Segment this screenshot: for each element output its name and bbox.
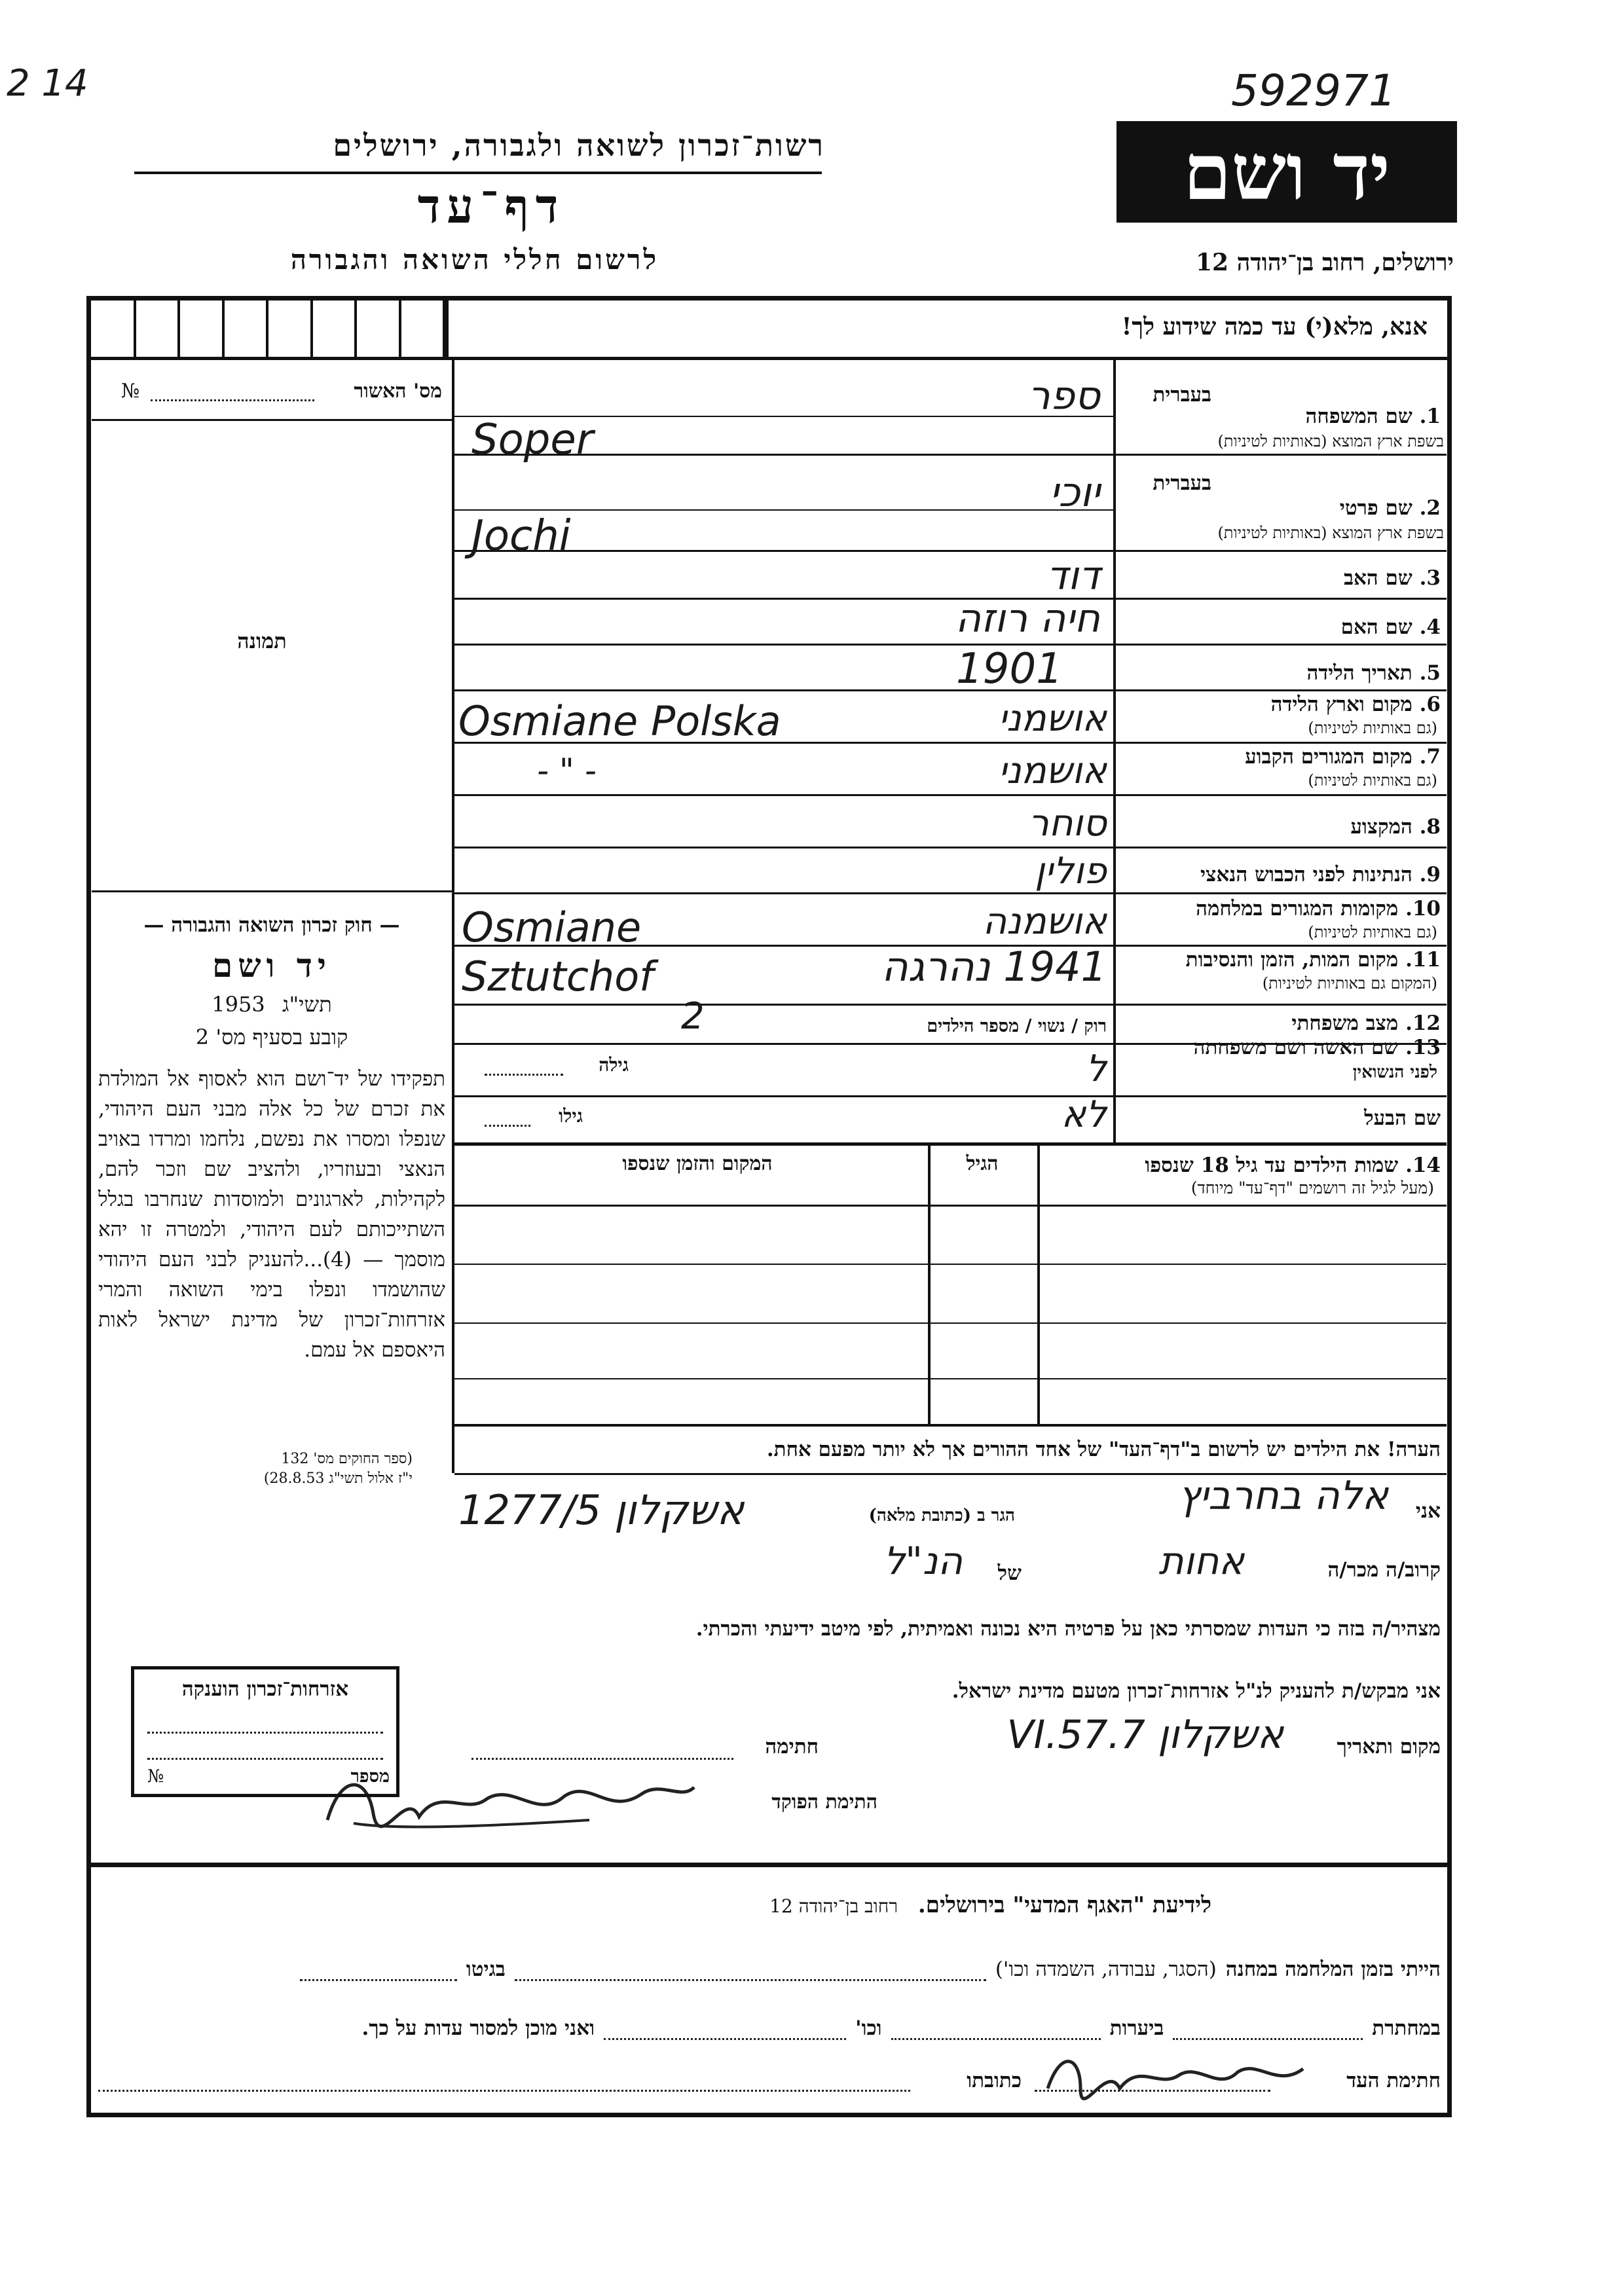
footer-underground-dots xyxy=(1173,2038,1363,2040)
field-8-label-text: המקצוע xyxy=(1350,815,1412,839)
field-11-label-text: מקום המות, הזמן והנסיבות xyxy=(1185,948,1399,972)
approval-area xyxy=(92,380,449,412)
field-6-value-latin: Osmiane Polska xyxy=(458,697,781,745)
citizenship-no: № xyxy=(147,1766,164,1787)
field-12-label xyxy=(1120,1011,1441,1035)
field-11-label xyxy=(1120,948,1441,972)
law-clause: קובע בסעיף מס' 2 xyxy=(195,1025,348,1049)
footer-forests-dots xyxy=(891,2038,1101,2040)
field-8-label xyxy=(1120,815,1441,839)
yad-vashem-logo xyxy=(1116,121,1457,223)
children-col-age: הגיל xyxy=(966,1152,999,1175)
archive-number: 592971 xyxy=(1231,65,1396,116)
declaration-request: אני מבקש/ת להעניק לנ"ל אזרחות־זכרון מטעם מדינת ישראל. xyxy=(951,1679,1441,1703)
field-2-label-text: שם פרטי xyxy=(1339,496,1412,520)
code-boxes xyxy=(92,300,445,357)
field-1-value-he: ספר xyxy=(1027,373,1100,419)
field-5-value: 1901 xyxy=(956,645,1063,693)
footer-underground-label: במחתרת xyxy=(1372,2016,1441,2040)
field-7-value-latin: - " - xyxy=(537,752,597,790)
field-4-value: חיה רוזה xyxy=(955,596,1100,642)
footer-divider xyxy=(86,1863,1452,1867)
approval-label: מס' האשור xyxy=(354,380,442,403)
citizenship-number-label: מספר xyxy=(350,1766,390,1787)
field-2-value-he: יוכי xyxy=(1049,468,1100,516)
photo-label: תמונה xyxy=(237,629,287,653)
footer-witness-sig-label: חתימת העד xyxy=(1346,2069,1441,2092)
declaration-place-date-value: אשקלון 7.VI.57 xyxy=(1006,1712,1283,1758)
address: ירושלים, רחוב בן־יהודה 12 xyxy=(1195,249,1454,276)
declaration-i-value: אלה בחרביץ xyxy=(1178,1473,1388,1519)
field-4-num: 4. xyxy=(1419,615,1441,639)
footer-forests-label: ביערות xyxy=(1109,2016,1164,2040)
law-year-he: תשי"ג xyxy=(282,992,332,1017)
field-11-num: 11. xyxy=(1405,948,1441,972)
witness-signature xyxy=(1041,2043,1316,2108)
field-10-label xyxy=(1120,897,1441,920)
children-title xyxy=(1041,1154,1441,1177)
footer-line-1 xyxy=(92,1958,1441,1981)
husband-age-dots xyxy=(485,1125,530,1127)
field-10-label-text: מקומות המגורים במלחמה xyxy=(1196,897,1399,920)
field-6-sub: (גם באותיות לטיניות) xyxy=(1308,719,1437,737)
declaration-place-date-label: מקום ותאריך xyxy=(1337,1735,1441,1758)
field-3-label-text: שם האב xyxy=(1344,566,1412,590)
declaration-of-label: של xyxy=(997,1561,1022,1585)
field-2-lang: בעברית xyxy=(1153,471,1211,495)
field-12-value: 2 xyxy=(681,995,705,1038)
footer-line-2 xyxy=(92,2016,1441,2040)
field-12-label-text: מצב משפחתי xyxy=(1291,1011,1399,1035)
children-num: 14. xyxy=(1405,1154,1441,1177)
footer-witness-addr-dots xyxy=(98,2090,910,2092)
footer-camp-types: (הסגר, עבודה, השמדה וכו') xyxy=(995,1958,1217,1981)
declaration-statement: מצהיר/ה בזה כי העדות שמסרתי כאן על פרטיה היא נכונה ואמיתית, לפי מיטב ידיעתי והכרתי. xyxy=(695,1617,1441,1641)
declaration-officer-label: התימת הפוקד xyxy=(771,1791,877,1813)
declaration-relation-value: אחות xyxy=(1158,1539,1244,1583)
field-2-sub: בשפת ארץ המוצא (באותיות לטיניות) xyxy=(1217,524,1444,542)
field-10-sub: (גם באותיות לטיניות) xyxy=(1308,923,1437,941)
footer-testify-label: ואני מוכן למסור עדות על כך. xyxy=(361,2016,595,2040)
field-9-value: פולין xyxy=(1035,850,1107,892)
declaration-address-label: הגר ב (כתובת מלאה) xyxy=(868,1506,1015,1525)
law-source-1: (ספר החוקים מס' 132 xyxy=(281,1451,413,1467)
husband-label: שם הבעל xyxy=(1364,1106,1441,1130)
top-vertical-divider xyxy=(445,296,449,358)
field-6-num: 6. xyxy=(1419,693,1441,716)
field-5-label-text: תאריך הלידה xyxy=(1306,661,1412,685)
law-year: 1953 xyxy=(212,992,265,1017)
declaration-i-label: אני xyxy=(1415,1499,1441,1523)
approval-no-label: № xyxy=(121,380,140,403)
field-9-num: 9. xyxy=(1419,863,1441,886)
field-6-label xyxy=(1120,693,1441,716)
field-9-label-text: הנתינות לפני הכבוש הנאצי xyxy=(1200,863,1412,886)
husband-value: לא xyxy=(1061,1093,1107,1136)
field-6-value-he: אושמני xyxy=(998,697,1107,740)
field-3-num: 3. xyxy=(1419,566,1441,590)
field-11-value-he: 1941 נהרגה xyxy=(881,943,1107,991)
field-8-value: סוחר xyxy=(1028,802,1107,845)
field-10-value-he: אושמנה xyxy=(982,900,1107,943)
field-5-num: 5. xyxy=(1419,661,1441,685)
field-1-label xyxy=(1120,405,1441,428)
citizenship-dots-1 xyxy=(147,1732,383,1734)
declaration-relation-label: קרוב/ה מכר/ה xyxy=(1327,1558,1441,1582)
field-4-label xyxy=(1120,615,1441,639)
declaration-signature-dots xyxy=(471,1758,733,1760)
law-title: — חוק זכרון השואה והגבורה — xyxy=(143,913,400,937)
field-12-num: 12. xyxy=(1405,1011,1441,1035)
field-13-label-text: שם האשה ושם משפחתה xyxy=(1193,1036,1399,1059)
citizenship-box xyxy=(131,1666,399,1797)
corner-mark: 2 14 xyxy=(7,62,88,105)
husband-age-label: גילו xyxy=(559,1105,583,1127)
children-note: (מעל לגיל זה רושמים "דף־עד" מיוחד) xyxy=(1190,1178,1434,1197)
form-subtitle: לרשום חללי השואה והגבורה xyxy=(290,244,659,276)
field-1-lang: בעברית xyxy=(1153,383,1211,407)
footer-title-row xyxy=(458,1892,1211,1918)
children-col-place: המקום והזמן שנספו xyxy=(622,1152,773,1175)
field-7-num: 7. xyxy=(1419,745,1441,769)
field-13-num: 13. xyxy=(1405,1036,1441,1059)
law-text: תפקידו של יד־ושם הוא לאסוף אל המולדת את זכרם של כל אלה מבני העם היהודי, שנפלו ומסרו את נפשם, נלחמו ומרדו באויב הנאצי ובעוזריו, ולהציב שם וזכר להם, לקהילות, לארגונים ולמוסדות שנחרבו בגלל השתייכותם לעם היהודי, ולמטרה זו יהא מוסמך — (4)...להעניק לבני העם היהודי שהושמדו ונפלו בימי השואה והמרי אזרחות־זכרון של מדינת ישראל לאות היאספם אל עמם. xyxy=(98,1067,445,1362)
footer-etc-dots xyxy=(604,2038,846,2040)
children-title-text: שמות הילדים עד גיל 18 שנספו xyxy=(1145,1154,1399,1177)
field-3-label xyxy=(1120,566,1441,590)
footer-ghetto-dots xyxy=(300,1979,457,1981)
declaration-signature-label: חתימה xyxy=(765,1735,819,1758)
declaration-of-value: הנ"ל xyxy=(883,1539,963,1583)
field-2-value-latin: Jochi xyxy=(471,512,571,560)
field-9-label xyxy=(1120,863,1441,886)
field-1-num: 1. xyxy=(1419,405,1441,428)
law-name: יד ושם xyxy=(212,946,331,985)
field-10-num: 10. xyxy=(1405,897,1441,920)
field-11-value-latin: Sztutchof xyxy=(462,953,654,1000)
field-4-label-text: שם האם xyxy=(1340,615,1412,639)
field-6-label-text: מקום וארץ הלידה xyxy=(1270,693,1412,716)
field-13-sub: לפני הנשואין xyxy=(1352,1063,1437,1082)
instruction: אנא, מלא(י) עד כמה שידוע לך! xyxy=(1121,313,1428,340)
field-7-sub: (גם באותיות לטיניות) xyxy=(1308,771,1437,790)
form-title: דף־עד xyxy=(417,178,565,234)
law-source-2: י"ז אלול תשי"ג 28.8.53) xyxy=(263,1470,413,1487)
remark: הערה! את הילדים יש לרשום ב"דף־העד" של אחד ההורים אך לא יותר מפעם אחת. xyxy=(766,1438,1441,1461)
field-7-label xyxy=(1120,745,1441,769)
field-7-value-he: אושמני xyxy=(998,750,1107,792)
field-1-value-latin: Soper xyxy=(471,416,594,464)
field-5-label xyxy=(1120,661,1441,685)
field-1-sub: בשפת ארץ המוצא (באותיות לטיניות) xyxy=(1217,432,1444,450)
footer-title: לידיעת "האגף המדעי" בירושלים. xyxy=(917,1892,1211,1918)
approval-divider xyxy=(92,419,452,421)
law-year-row xyxy=(98,992,445,1017)
field-10-value-latin: Osmiane xyxy=(462,903,642,951)
footer-witness-addr-label: כתובתו xyxy=(967,2069,1022,2092)
logo-text: יד ושם xyxy=(1183,126,1391,217)
field-13-age-label: גילה xyxy=(599,1054,629,1076)
field-1-label-text: שם המשפחה xyxy=(1305,405,1412,428)
field-11-sub: (המקום גם באותיות לטיניות) xyxy=(1262,974,1437,993)
field-12-options: רוק / נשוי / מספר הילדים xyxy=(927,1016,1107,1036)
footer-camp-label: הייתי בזמן המלחמה במחנה xyxy=(1225,1958,1441,1981)
approval-dots xyxy=(151,399,314,401)
footer-address: רחוב בן־יהודה 12 xyxy=(769,1895,898,1917)
field-13-value: ל xyxy=(1086,1048,1107,1090)
field-13-age-dots xyxy=(485,1074,563,1076)
field-7-label-text: מקום המגורים הקבוע xyxy=(1245,745,1412,769)
field-8-num: 8. xyxy=(1419,815,1441,839)
footer-ghetto-label: בגיטו xyxy=(466,1958,506,1981)
title-underline xyxy=(134,172,822,174)
footer-etc-label: וכו' xyxy=(855,2016,882,2040)
authority-title: רשות־זכרון לשואה ולגבורה, ירושלים xyxy=(333,128,825,163)
citizenship-title: אזרחות־זכרון הוענקה xyxy=(181,1677,349,1701)
photo-divider xyxy=(92,890,452,892)
declaration-address-value: אשקלון 1277/5 xyxy=(458,1486,745,1534)
field-13-label xyxy=(1120,1036,1441,1059)
field-3-value: דוד xyxy=(1046,553,1100,599)
field-2-num: 2. xyxy=(1419,496,1441,520)
footer-camp-dots xyxy=(515,1979,986,1981)
field-2-label xyxy=(1120,496,1441,520)
citizenship-dots-2 xyxy=(147,1758,383,1760)
